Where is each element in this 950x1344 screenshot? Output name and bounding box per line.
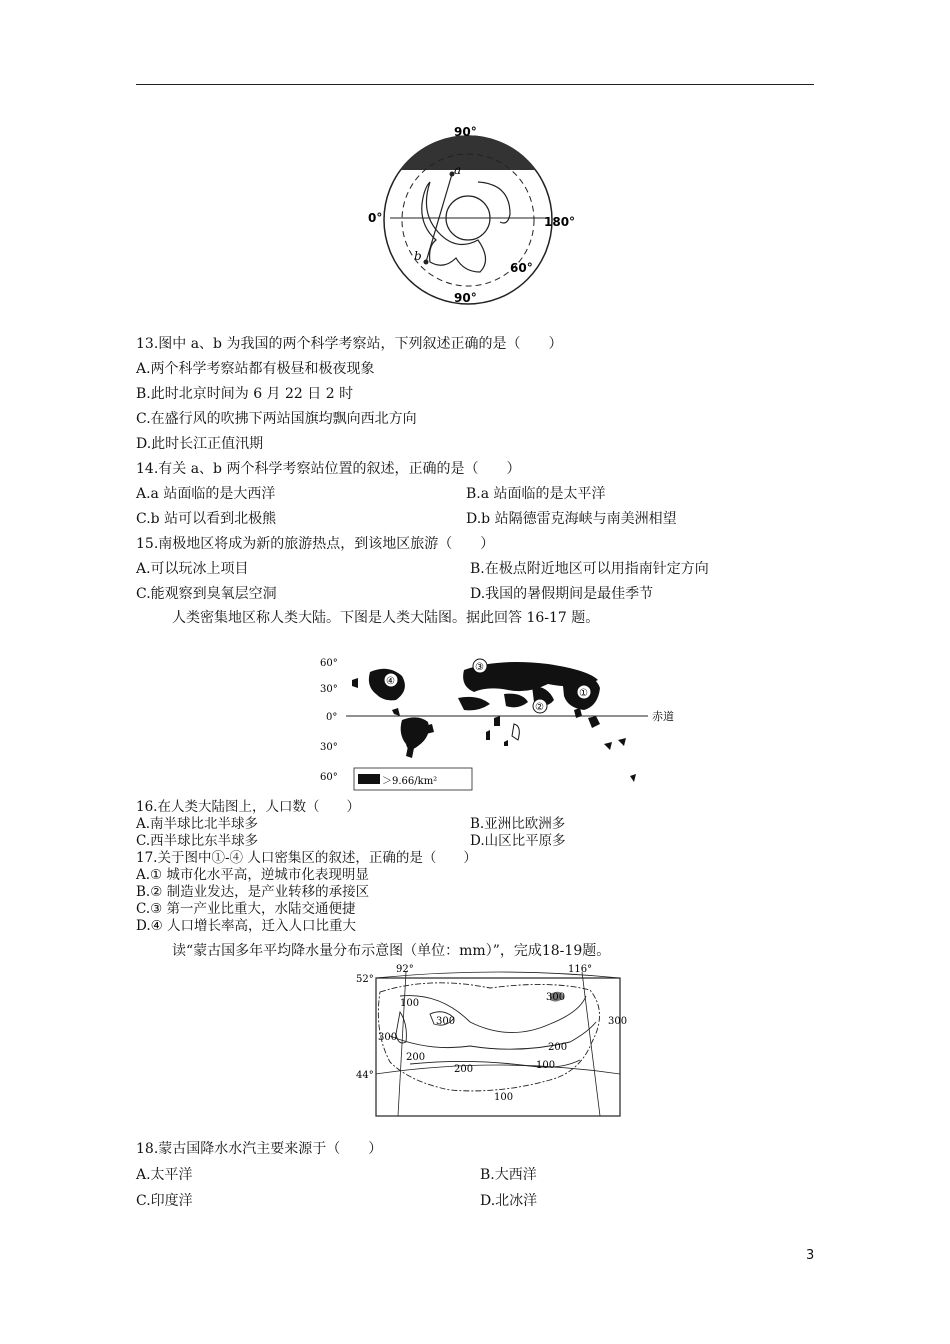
q15-option-b: B.在极点附近地区可以用指南针定方向 (470, 561, 709, 577)
antarctica-figure (360, 122, 590, 308)
marker-4: ④ (386, 676, 395, 687)
marker-1: ① (579, 688, 588, 699)
mongolia-precip-figure (350, 962, 640, 1122)
contour-300-a: 300 (436, 1016, 456, 1027)
q14-option-c: C.b 站可以看到北极熊 (136, 511, 277, 527)
fig2-lat0: 0° (326, 712, 338, 723)
contour-200-c: 200 (548, 1042, 568, 1053)
marker-3: ③ (475, 662, 484, 673)
q18-option-c: C.印度洋 (136, 1193, 193, 1209)
fig2-lat60n: 60° (320, 658, 338, 669)
q13-option-b: B.此时北京时间为 6 月 22 日 2 时 (136, 386, 354, 402)
intro-18: 读“蒙古国多年平均降水量分布示意图（单位：mm）”，完成18-19题。 (172, 943, 611, 959)
intro-16: 人类密集地区称人类大陆。下图是人类大陆图。据此回答 16-17 题。 (172, 610, 600, 626)
fig1-label-60: 60° (510, 261, 533, 275)
contour-200-b: 200 (454, 1064, 474, 1075)
q15-option-d: D.我国的暑假期间是最佳季节 (470, 586, 654, 602)
fig2-lat60s: 60° (320, 772, 338, 783)
q15-option-c: C.能观察到臭氧层空洞 (136, 586, 277, 602)
q17-option-c: C.③ 第一产业比重大，水陆交通便捷 (136, 901, 356, 917)
fig3-lon116: 116° (568, 964, 593, 975)
q16-option-c: C.西半球比东半球多 (136, 833, 259, 849)
fig3-lon92: 92° (396, 964, 414, 975)
q15-option-a: A.可以玩冰上项目 (136, 561, 249, 577)
q16-option-d: D.山区比平原多 (470, 833, 566, 849)
fig1-label-a: a (454, 163, 462, 177)
q18-option-a: A.太平洋 (136, 1167, 193, 1183)
q16-option-a: A.南半球比北半球多 (136, 816, 259, 832)
q16-option-b: B.亚洲比欧洲多 (470, 816, 566, 832)
population-map-figure (318, 650, 718, 800)
fig1-label-right: 180° (544, 215, 576, 229)
fig3-lat44: 44° (356, 1070, 374, 1081)
q18-stem: 18.蒙古国降水水汽主要来源于（ ） (136, 1141, 383, 1157)
fig1-label-left: 0° (368, 211, 383, 225)
fig1-label-top: 90° (454, 125, 477, 139)
contour-200-a: 200 (406, 1052, 426, 1063)
fig2-legend: ＞9.66/km² (382, 776, 438, 787)
q17-stem: 17.关于图中①-④ 人口密集区的叙述，正确的是（ ） (136, 850, 477, 866)
fig1-label-b: b (414, 249, 422, 263)
contour-100-b: 100 (536, 1060, 556, 1071)
fig1-label-bottom: 90° (454, 291, 477, 305)
contour-100-c: 100 (494, 1092, 514, 1103)
q14-stem: 14.有关 a、b 两个科学考察站位置的叙述，正确的是（ ） (136, 461, 521, 477)
page-number: 3 (806, 1248, 815, 1263)
q14-option-b: B.a 站面临的是太平洋 (466, 486, 606, 502)
q13-option-a: A.两个科学考察站都有极昼和极夜现象 (136, 361, 375, 377)
q17-option-d: D.④ 人口增长率高，迁入人口比重大 (136, 918, 357, 934)
contour-300-b: 300 (378, 1032, 398, 1043)
q13-stem: 13.图中 a、b 为我国的两个科学考察站，下列叙述正确的是（ ） (136, 336, 563, 352)
q18-option-b: B.大西洋 (480, 1167, 537, 1183)
fig2-lat30n: 30° (320, 684, 338, 695)
contour-300-c: 300 (546, 992, 566, 1003)
contour-100-a: 100 (400, 998, 420, 1009)
fig2-equator: 赤道 (652, 710, 674, 723)
fig2-lat30s: 30° (320, 742, 338, 753)
q14-option-d: D.b 站隔德雷克海峡与南美洲相望 (466, 511, 677, 527)
q17-option-b: B.② 制造业发达，是产业转移的承接区 (136, 884, 370, 900)
header-rule (136, 84, 814, 85)
marker-2: ② (535, 702, 544, 713)
fig3-lat52: 52° (356, 974, 374, 985)
q13-option-c: C.在盛行风的吹拂下两站国旗均飘向西北方向 (136, 411, 417, 427)
q13-option-d: D.此时长江正值汛期 (136, 436, 264, 452)
q15-stem: 15.南极地区将成为新的旅游热点，到该地区旅游（ ） (136, 536, 495, 552)
q16-stem: 16.在人类大陆图上，人口数（ ） (136, 799, 360, 815)
q17-option-a: A.① 城市化水平高，逆城市化表现明显 (136, 867, 369, 883)
q18-option-d: D.北冰洋 (480, 1193, 538, 1209)
q14-option-a: A.a 站面临的是大西洋 (136, 486, 276, 502)
contour-300-d: 300 (608, 1016, 628, 1027)
